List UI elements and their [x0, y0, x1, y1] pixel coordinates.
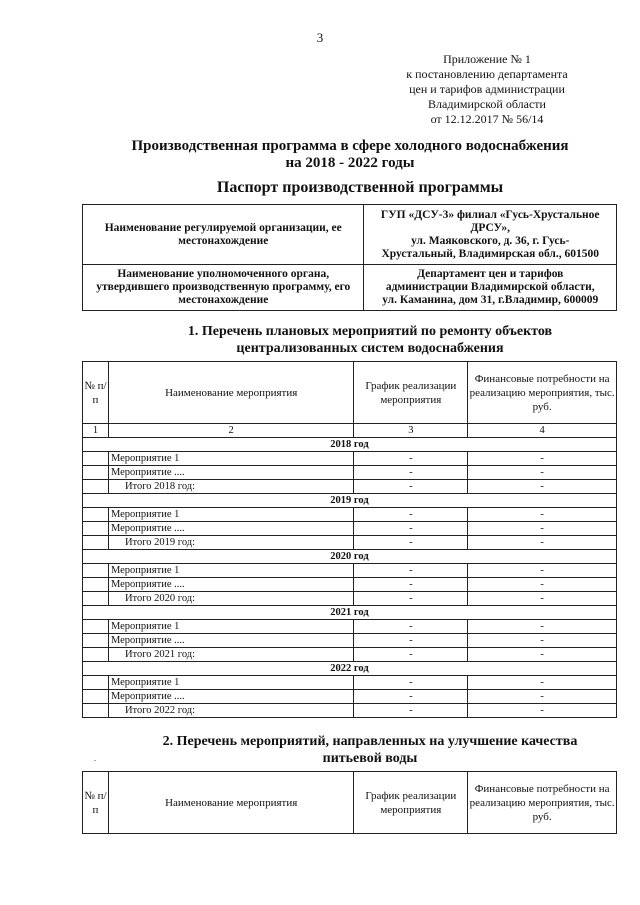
- passport-title: Паспорт производственной программы: [216, 179, 504, 196]
- year-total-label: Итого 2022 год:: [108, 704, 353, 718]
- col-number: 3: [354, 424, 468, 438]
- header-row: [83, 772, 617, 834]
- passport-value-line: ул. Каманина, дом 31, г.Владимир, 600009: [382, 294, 599, 306]
- year-label: 2022 год: [83, 662, 617, 676]
- row-num: [83, 648, 109, 662]
- activity-name: Мероприятие ....: [108, 690, 353, 704]
- activity-name: Мероприятие ....: [108, 578, 353, 592]
- row-num: [83, 452, 109, 466]
- activity-row: [83, 564, 617, 578]
- activity-row: [83, 522, 617, 536]
- row-num: [83, 676, 109, 690]
- section1-title: [120, 323, 620, 357]
- col-number: 2: [108, 424, 353, 438]
- year-row: [83, 662, 617, 676]
- row-num: [83, 592, 109, 606]
- finance-value: -: [468, 466, 617, 480]
- total-row: [83, 704, 617, 718]
- finance-value: -: [468, 452, 617, 466]
- finance-value: -: [468, 480, 617, 494]
- schedule-value: -: [354, 522, 468, 536]
- header-schedule: График реализации мероприятия: [354, 772, 468, 834]
- schedule-value: -: [354, 634, 468, 648]
- finance-value: -: [468, 592, 617, 606]
- passport-row: [83, 205, 617, 265]
- activity-name: Мероприятие ....: [108, 522, 353, 536]
- finance-value: -: [468, 620, 617, 634]
- row-num: [83, 620, 109, 634]
- schedule-value: -: [354, 536, 468, 550]
- header-finance: Финансовые потребности на реализацию мероприятия, тыс. руб.: [468, 362, 617, 424]
- year-total-label: Итого 2019 год:: [108, 536, 353, 550]
- finance-value: -: [468, 690, 617, 704]
- total-row: [83, 592, 617, 606]
- schedule-value: -: [354, 676, 468, 690]
- passport-label: Наименование уполномоченного органа, утвердившего производственную программу, его местонахождение: [83, 265, 364, 311]
- finance-value: -: [468, 536, 617, 550]
- row-num: [83, 704, 109, 718]
- row-num: [83, 480, 109, 494]
- activity-row: [83, 676, 617, 690]
- passport-value-line: ГУП «ДСУ-3» филиал «Гусь-Хрустальное ДРСУ»,: [380, 208, 600, 234]
- schedule-value: -: [354, 592, 468, 606]
- section-title-line: 2. Перечень мероприятий, направленных на улучшение качества: [162, 734, 578, 749]
- row-num: [83, 690, 109, 704]
- repair-plan-table: [82, 361, 617, 718]
- col-number: 4: [468, 424, 617, 438]
- finance-value: -: [468, 564, 617, 578]
- finance-value: -: [468, 522, 617, 536]
- title-line: Производственная программа в сфере холодного водоснабжения: [131, 138, 569, 154]
- finance-value: -: [468, 704, 617, 718]
- schedule-value: -: [354, 508, 468, 522]
- schedule-value: -: [354, 452, 468, 466]
- column-number-row: [83, 424, 617, 438]
- year-total-label: Итого 2020 год:: [108, 592, 353, 606]
- schedule-value: -: [354, 620, 468, 634]
- finance-value: -: [468, 634, 617, 648]
- year-row: [83, 494, 617, 508]
- passport-row: [83, 265, 617, 311]
- section-title-line: централизованных систем водоснабжения: [236, 341, 504, 356]
- header-finance: Финансовые потребности на реализацию мероприятия, тыс. руб.: [468, 772, 617, 834]
- appendix-line: цен и тарифов администрации: [409, 82, 565, 96]
- passport-value-line: Департамент цен и тарифов: [417, 268, 564, 280]
- activity-row: [83, 620, 617, 634]
- finance-value: -: [468, 676, 617, 690]
- year-total-label: Итого 2018 год:: [108, 480, 353, 494]
- activity-name: Мероприятие 1: [108, 564, 353, 578]
- year-row: [83, 438, 617, 452]
- activity-row: [83, 466, 617, 480]
- passport-value-line: администрации Владимирской области,: [385, 281, 595, 293]
- finance-value: -: [468, 578, 617, 592]
- row-num: [83, 578, 109, 592]
- finance-value: -: [468, 508, 617, 522]
- passport-table: [82, 204, 617, 311]
- year-label: 2021 год: [83, 606, 617, 620]
- row-num: [83, 634, 109, 648]
- title-line: на 2018 - 2022 годы: [285, 155, 415, 171]
- appendix-line: Владимирской области: [428, 97, 546, 111]
- header-row: [83, 362, 617, 424]
- water-quality-table: [82, 771, 617, 834]
- activity-row: [83, 508, 617, 522]
- appendix-block: [372, 52, 602, 127]
- schedule-value: -: [354, 704, 468, 718]
- schedule-value: -: [354, 480, 468, 494]
- passport-label: Наименование регулируемой организации, ее местонахождение: [83, 205, 364, 265]
- activity-name: Мероприятие 1: [108, 508, 353, 522]
- year-label: 2019 год: [83, 494, 617, 508]
- year-label: 2018 год: [83, 438, 617, 452]
- passport-value: [364, 205, 617, 265]
- header-num: № п/п: [83, 772, 109, 834]
- schedule-value: -: [354, 564, 468, 578]
- passport-value-line: Хрустальный, Владимирская обл., 601500: [381, 247, 600, 260]
- stray-mark: .: [94, 754, 96, 763]
- activity-name: Мероприятие ....: [108, 466, 353, 480]
- section-title-line: 1. Перечень плановых мероприятий по ремонту объектов: [187, 324, 553, 339]
- passport-value: [364, 265, 617, 311]
- activity-row: [83, 634, 617, 648]
- header-schedule: График реализации мероприятия: [354, 362, 468, 424]
- total-row: [83, 536, 617, 550]
- finance-value: -: [468, 648, 617, 662]
- appendix-line: к постановлению департамента: [406, 67, 568, 81]
- activity-row: [83, 690, 617, 704]
- activity-row: [83, 578, 617, 592]
- year-row: [83, 606, 617, 620]
- schedule-value: -: [354, 690, 468, 704]
- year-row: [83, 550, 617, 564]
- activity-row: [83, 452, 617, 466]
- header-name: Наименование мероприятия: [108, 772, 353, 834]
- row-num: [83, 466, 109, 480]
- document-title: [60, 138, 640, 172]
- row-num: [83, 564, 109, 578]
- activity-name: Мероприятие 1: [108, 620, 353, 634]
- total-row: [83, 480, 617, 494]
- appendix-line: от 12.12.2017 № 56/14: [430, 112, 544, 126]
- activity-name: Мероприятие 1: [108, 676, 353, 690]
- schedule-value: -: [354, 578, 468, 592]
- passport-value-line: ул. Маяковского, д. 36, г. Гусь-: [411, 234, 570, 247]
- col-number: 1: [83, 424, 109, 438]
- page-number: 3: [316, 30, 324, 45]
- section-title-line: питьевой воды: [322, 751, 418, 766]
- activity-name: Мероприятие ....: [108, 634, 353, 648]
- header-num: № п/п: [83, 362, 109, 424]
- section2-title: [120, 733, 620, 767]
- row-num: [83, 508, 109, 522]
- appendix-line: Приложение № 1: [443, 52, 531, 66]
- schedule-value: -: [354, 648, 468, 662]
- activity-name: Мероприятие 1: [108, 452, 353, 466]
- year-label: 2020 год: [83, 550, 617, 564]
- row-num: [83, 522, 109, 536]
- header-name: Наименование мероприятия: [108, 362, 353, 424]
- row-num: [83, 536, 109, 550]
- year-total-label: Итого 2021 год:: [108, 648, 353, 662]
- schedule-value: -: [354, 466, 468, 480]
- total-row: [83, 648, 617, 662]
